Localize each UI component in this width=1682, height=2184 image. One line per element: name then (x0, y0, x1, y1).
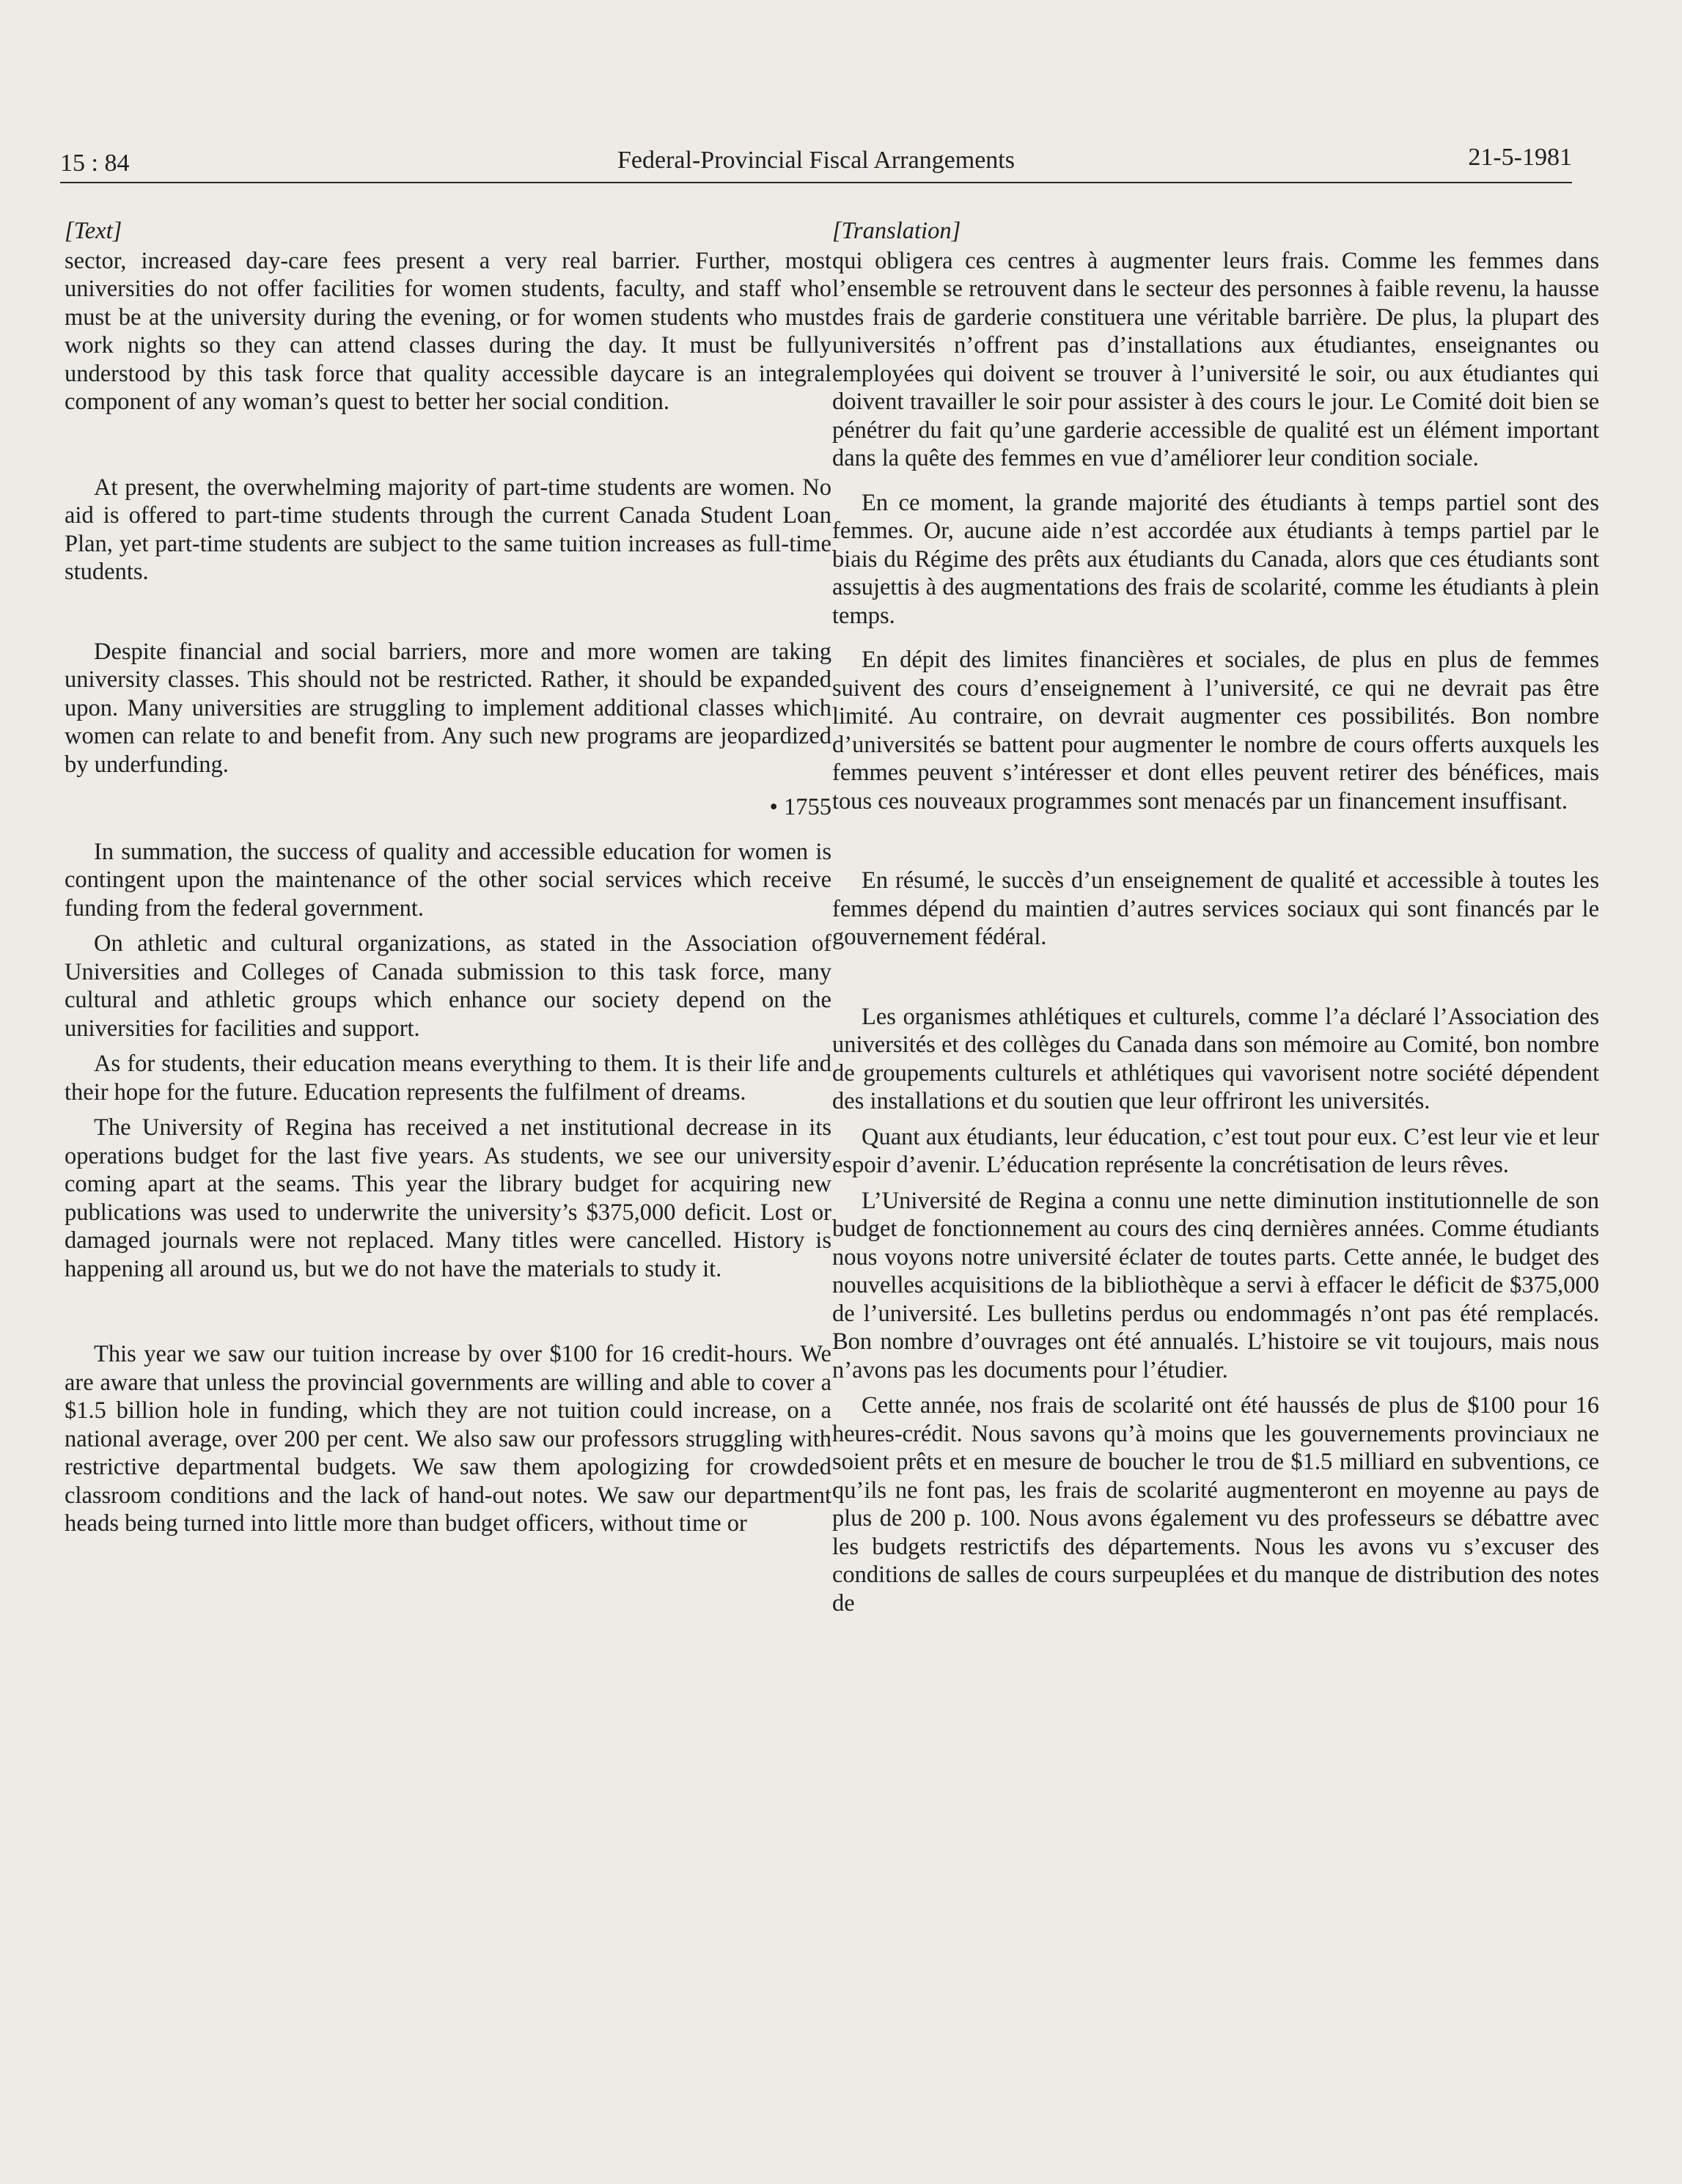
english-column (65, 217, 831, 1538)
paragraph: This year we saw our tuition increase by over $100 for 16 credit-hours. We are aware that unless the provincial governments are willing and able to cover a $1.5 billion hole in funding, which they are not tuition could increase, on a national average, over 200 per cent. We also saw our professors struggling with restrictive departmental budgets. We saw them apologizing for crowded classroom conditions and the lack of hand-out notes. We saw our department heads being turned into little more than budget officers, without time or (65, 1341, 831, 1537)
paragraph: En dépit des limites financières et sociales, de plus en plus de femmes suivent des cours d’enseignement à l’université, ce qui ne devrait pas être limité. Au contraire, on devrait augmenter ces possibilités. Bon nombre d’universités se battent pour augmenter le nombre de cours offerts auxquels les femmes peuvent s’intéresser et dont elles peuvent retirer des bénéfices, mais tous ces nouveaux programmes sont menacés par un financement insuffisant. (832, 647, 1599, 815)
paragraph: L’Université de Regina a connu une nette diminution institutionnelle de son budget de fonctionnement au cours des cinq dernières années. Comme étudiants nous voyons notre université éclater de toutes parts. Cette année, le budget des nouvelles acquisitions de la bibliothèque a servi à effacer le déficit de $375,000 de l’université. Les bulletins perdus ou endommagés n’ont pas été remplacés. Bon nombre d’ouvrages ont été annualés. L’histoire se vit toujours, mais nous n’avons pas les documents pour l’étudier. (832, 1187, 1599, 1383)
paragraph: Cette année, nos frais de scolarité ont été haussés de plus de $100 pour 16 heures-crédit. Nous savons qu’à moins que les gouvernements provinciaux ne soient prêts et en mesure de boucher le trou de $1.5 milliard en subventions, ce qu’ils ne font pas, les frais de scolarité augmenteront en moyenne au pays de plus de 200 p. 100. Nous avons également vu des professeurs se débattre avec les budgets restrictifs des départements. Nous les avons vu s’excuser des conditions de salles de cours surpeuplées et du manque de distribution des notes de (832, 1392, 1599, 1617)
paragraph: En résumé, le succès d’un enseignement de qualité et accessible à toutes les femmes dépend du maintien d’autres services sociaux qui sont financés par le gouvernement fédéral. (832, 867, 1599, 950)
translation-label: [Translation] (832, 218, 961, 244)
paragraph: sector, increased day-care fees present a very real barrier. Further, most universities do not offer facilities for women students, faculty, and staff who must be at the university during the evening, or for women students who must work nights so they can attend classes during the day. It must be fully understood by this task force that quality accessible daycare is an integral component of any woman’s quest to better her social condition. (65, 247, 831, 415)
paragraph: qui obligera ces centres à augmenter leurs frais. Comme les femmes dans l’ensemble se retrouvent dans le secteur des personnes à faible revenu, la hausse des frais de garderie constituera une véritable barrière. De plus, la plupart des universités n’offrent pas d’installations aux étudiantes, enseignantes ou employées qui doivent se trouver à l’université le soir, ou aux étudiantes qui doivent travailler le soir pour assister à des cours le jour. Le Comité doit bien se pénétrer du fait qu’une garderie accessible de qualité est un élément important dans la quête des femmes en vue d’améliorer leur condition sociale. (832, 247, 1599, 471)
paragraph: Despite financial and social barriers, more and more women are taking university classes. This should not be restricted. Rather, it should be expanded upon. Many universities are struggling to implement additional classes which women can relate to and benefit from. Any such new programs are jeopardized by underfunding. (65, 638, 831, 778)
french-column (832, 217, 1599, 1617)
text-label: [Text] (65, 218, 122, 244)
page-number: 15 : 84 (60, 150, 130, 177)
page-title: Federal-Provincial Fiscal Arrangements (617, 147, 1015, 174)
paragraph: At present, the overwhelming majority of part-time students are women. No aid is offered to part-time students through the current Canada Student Loan Plan, yet part-time students are subject to the same tuition increases as full-time students. (65, 474, 831, 585)
paragraph: Quant aux étudiants, leur éducation, c’est tout pour eux. C’est leur vie et leur espoir d’avenir. L’éducation représente la concrétisation de leurs rêves. (832, 1123, 1599, 1178)
time-marker: • 1755 (769, 794, 831, 820)
paragraph: En ce moment, la grande majorité des étudiants à temps partiel sont des femmes. Or, aucune aide n’est accordée aux étudiants à temps partiel par le biais du Régime des prêts aux étudiants du Canada, alors que ces étudiants sont assujettis à des augmentations des frais de scolarité, comme les étudiants à plein temps. (832, 489, 1599, 629)
paragraph: As for students, their education means everything to them. It is their life and their hope for the future. Education represents the fulfilment of dreams. (65, 1051, 831, 1106)
paragraph: Les organismes athlétiques et culturels, comme l’a déclaré l’Association des universités et des collèges du Canada dans son mémoire au Comité, bon nombre de groupements culturels et athlétiques qui vavorisent notre société dépendent des installations et du soutien que leur offriront les universités. (832, 1003, 1599, 1114)
paragraph: In summation, the success of quality and accessible education for women is contingent upon the maintenance of the other social services which receive funding from the federal government. (65, 838, 831, 922)
header-date: 21-5-1981 (1468, 144, 1572, 171)
page-header (60, 138, 1572, 183)
paragraph: On athletic and cultural organizations, as stated in the Association of Universities and Colleges of Canada submission to this task force, many cultural and athletic groups which enhance our society depend on the universities for facilities and support. (65, 930, 831, 1042)
paragraph: The University of Regina has received a net institutional decrease in its operations budget for the last five years. As students, we see our university coming apart at the seams. This year the library budget for acquiring new publications was used to underwrite the university’s $375,000 deficit. Lost or damaged journals were not replaced. Many titles were cancelled. History is happening all around us, but we do not have the materials to study it. (65, 1114, 831, 1282)
